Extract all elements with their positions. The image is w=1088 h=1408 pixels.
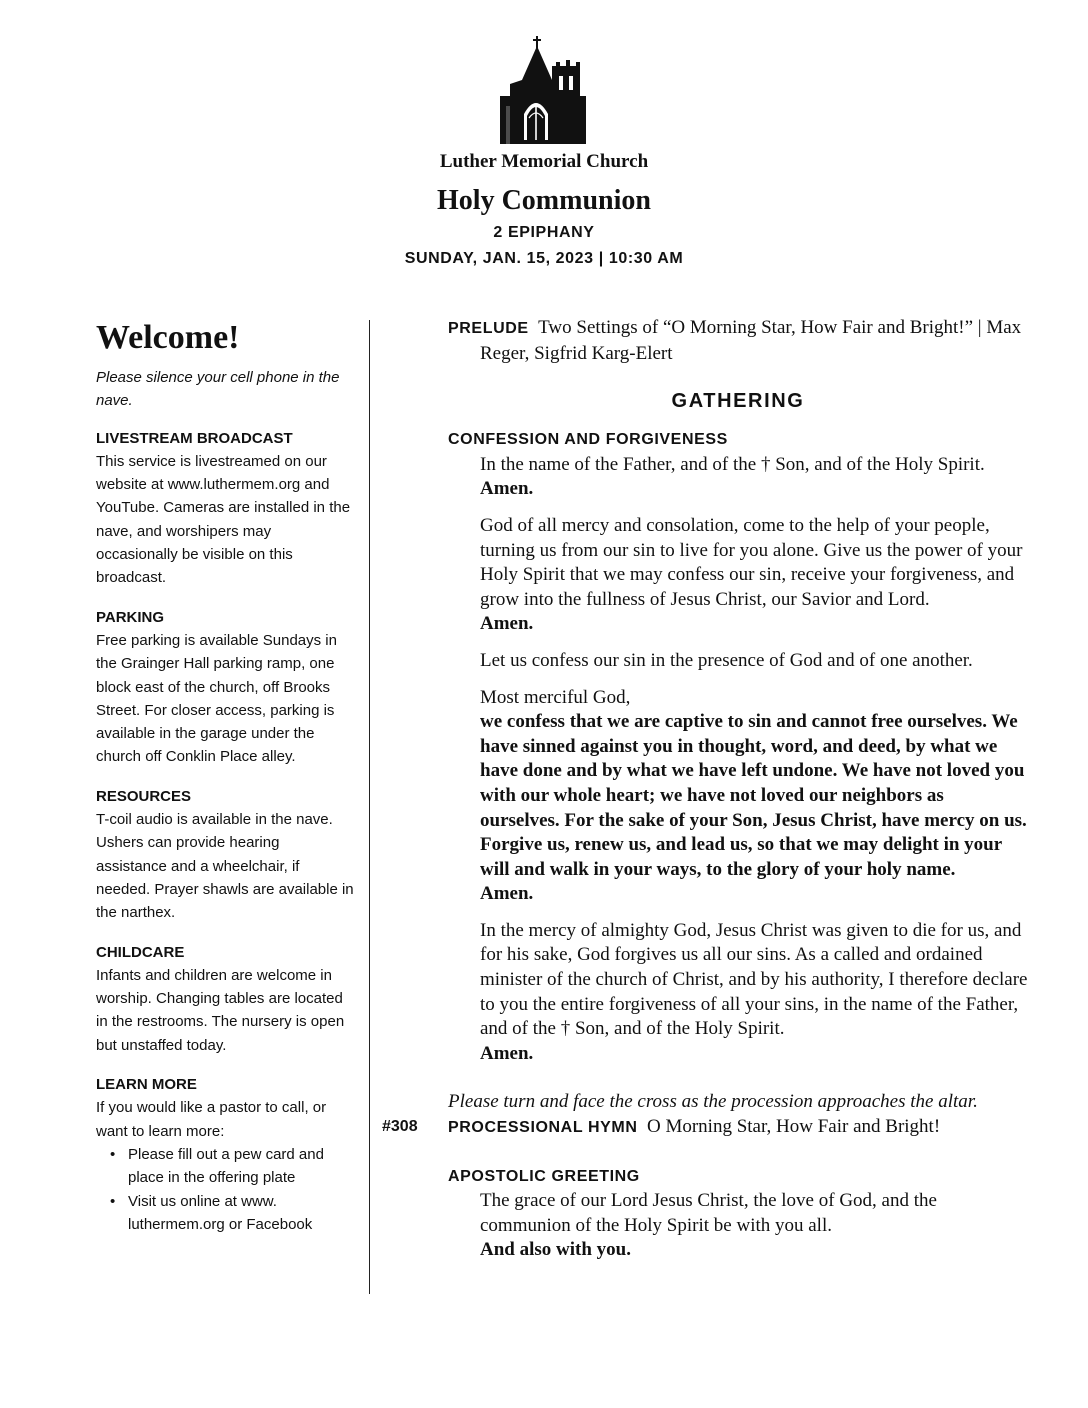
amen-response: Amen.: [480, 883, 534, 905]
hymn-number: #308: [382, 1118, 418, 1136]
learn-more-list: [96, 1143, 354, 1236]
welcome-sidebar: [96, 316, 354, 1236]
service-date-time: SUNDAY, JAN. 15, 2023 | 10:30 AM: [404, 250, 684, 267]
list-item: • Visit us online at www. luthermem.org or Facebook: [110, 1190, 354, 1237]
confession-label: CONFESSION AND FORGIVENESS: [448, 431, 728, 449]
childcare-heading: CHILDCARE: [96, 943, 185, 961]
resources-text: T-coil audio is available in the nave. Ushers can provide hearing assistance and a wheelchair, if needed. Prayer shawls are available in the narthex.: [96, 811, 354, 922]
church-building-icon: [496, 36, 590, 144]
prelude-text: Two Settings of “O Morning Star, How Fair and Bright!” | Max Reger, Sigfrid Karg-Elert: [480, 317, 1022, 364]
parking-text: Free parking is available Sundays in the Grainger Hall parking ramp, one block east of the church, off Brooks Street. For closer access, parking is available in the garage under the church off Conklin Place alley.: [96, 631, 337, 766]
gathering-heading: GATHERING: [671, 390, 805, 413]
processional-title: O Morning Star, How Fair and Bright!: [646, 1116, 941, 1138]
amen-response: Amen.: [480, 478, 534, 500]
service-title: Holy Communion: [437, 185, 651, 216]
processional-label: PROCESSIONAL HYMN: [448, 1119, 638, 1137]
livestream-heading: LIVESTREAM BROADCAST: [96, 429, 293, 447]
order-of-worship: [382, 316, 1028, 1263]
welcome-heading: Welcome!: [96, 319, 240, 356]
silence-phone-note: Please silence your cell phone in the nave.: [96, 369, 340, 410]
church-name: Luther Memorial Church: [439, 151, 649, 172]
resources-heading: RESOURCES: [96, 787, 192, 805]
invocation-text: In the name of the Father, and of the † Son, and of the Holy Spirit.: [480, 453, 985, 475]
prelude: [448, 316, 1028, 366]
childcare-text: Infants and children are welcome in worship. Changing tables are located in the restrooms. The nursery is open but unstaffed today.: [96, 966, 345, 1054]
processional-hymn: [382, 1115, 1028, 1141]
column-divider: [369, 320, 370, 1294]
parking-heading: PARKING: [96, 608, 165, 626]
confession-text: we confess that we are captive to sin and cannot free ourselves. We have sinned against you in thought, word, and deed, by what we have done and by what we have left undone. We have not loved you with our whole heart; we have not loved our neighbors as ourselves. For the sake of your Son, Jesus Christ, have mercy on us. Forgive us, renew us, and lead us, so that we may delight in your will and walk in your ways, to the glory of your holy name.: [480, 711, 1027, 880]
learn-more-text: If you would like a pastor to call, or want to learn more:: [96, 1099, 327, 1140]
learn-more-heading: LEARN MORE: [96, 1076, 197, 1094]
greeting-label: APOSTOLIC GREETING: [448, 1167, 640, 1185]
livestream-text: This service is livestreamed on our website at www.luthermem.org and YouTube. Cameras are installed in the nave, and worshipers may occasionally be visible on this broadcast.: [96, 452, 351, 587]
invitation-to-confession: Let us confess our sin in the presence of God and of one another.: [480, 649, 973, 671]
procession-instruction: Please turn and face the cross as the procession approaches the altar.: [448, 1091, 978, 1113]
amen-response: Amen.: [480, 1042, 534, 1064]
confession-intro: Most merciful God,: [480, 686, 631, 708]
liturgical-day: 2 EPIPHANY: [493, 224, 595, 241]
greeting-response: And also with you.: [480, 1239, 631, 1261]
opening-prayer: God of all mercy and consolation, come to the help of your people, turning us from our sin to live for you alone. Give us the power of your Holy Spirit that we may confess our sin, receive your forgiveness, and grow into the fullness of Jesus Christ, our Savior and Lord.: [480, 514, 1023, 610]
list-item: • Please fill out a pew card and place in the offering plate: [110, 1143, 354, 1190]
absolution-text: In the mercy of almighty God, Jesus Christ was given to die for us, and for his sake, God forgives us all our sins. As a called and ordained minister of the church of Christ, and by his authority, I therefore declare to you the entire forgiveness of all your sins, in the name of the Father, and of the † Son, and of the Holy Spirit.: [480, 919, 1028, 1040]
greeting-text: The grace of our Lord Jesus Christ, the love of God, and the communion of the Holy Spirit be with you all.: [480, 1190, 937, 1236]
amen-response: Amen.: [480, 613, 534, 635]
prelude-label: PRELUDE: [448, 320, 529, 337]
